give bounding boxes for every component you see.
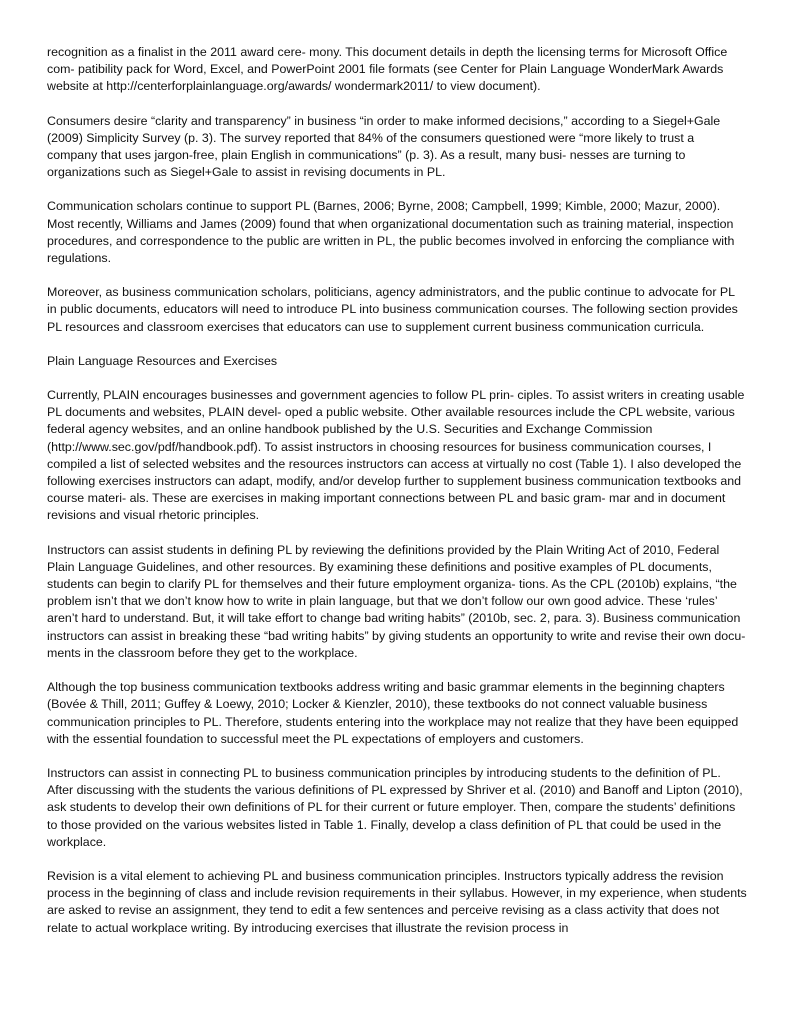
paragraph-revision: Revision is a vital element to achieving PL and business communication principles. Instructors typically address the revision process in the beginning of class and include revision requirements in their syllabus. However, in my experience, when students are asked to revise an assignment, they tend to edit a few sentences and perceive revising as a class activity that does not relate to actual workplace writing. By introducing exercises that illustrate the revision process in	[47, 868, 747, 935]
paragraph-textbooks: Although the top business communication textbooks address writing and basic grammar elements in the beginning chapters (Bovée & Thill, 2011; Guffey & Loewy, 2010; Locker & Kienzler, 2010), these textbooks do not connect valuable business communication principles to PL. Therefore, students entering into the workplace may not realize that they have been equipped with the essential foundation to successful meet the PL expectations of employers and customers.	[47, 680, 739, 746]
paragraph-connecting-pl: Instructors can assist in connecting PL to business communication principles by introducing students to the definition of PL. After discussing with the students the various definitions of PL expressed by Shriver et al. (2010) and Banoff and Lipton (2010), ask students to develop their own definitions of PL for their current or future employer. Then, compare the students’ definitions to those provided on the various websites listed in Table 1. Finally, develop a class definition of PL that could be used in the workplace.	[47, 765, 743, 849]
paragraph-moreover: Moreover, as business communication scholars, politicians, agency administrators, and the public continue to advocate for PL in public documents, educators will need to introduce PL into business communication courses. The following section provides PL resources and classroom exercises that educators can use to supplement current business communication curricula.	[47, 285, 738, 334]
paragraph-scholars: Communication scholars continue to support PL (Barnes, 2006; Byrne, 2008; Campbell, 1999; Kimble, 2000; Mazur, 2000). Most recently, Williams and James (2009) found that when organizational documentation such as training material, inspection procedures, and correspondence to the public are written in PL, the public becomes involved in enforcing the compliance with regulations.	[47, 199, 735, 266]
paragraph-consumers: Consumers desire “clarity and transparency” in business “in order to make informed decisions,” according to a Siegel+Gale (2009) Simplicity Survey (p. 3). The survey reported that 84% of the consumers questioned were “more likely to trust a company that uses jargon-free, plain English in communications” (p. 3). As a result, many busi- nesses are turning to organizations such as Siegel+Gale to assist in revising documents in PL.	[47, 113, 721, 180]
paragraph-wondermark: recognition as a finalist in the 2011 award cere- mony. This document details in depth the licensing terms for Microsoft Office com- patibility pack for Word, Excel, and PowerPoint 2001 file formats (see Center for Plain Language WonderMark Awards website at http://centerforplainlanguage.org/awards/ wondermark2011/ to view document).	[47, 45, 728, 94]
paragraph-currently: Currently, PLAIN encourages businesses and government agencies to follow PL prin- ciples. To assist writers in creating usable PL documents and websites, PLAIN devel- oped a public website. Other available resources include the CPL website, various federal agency websites, and an online handbook published by the U.S. Securities and Exchange Commission (http://www.sec.gov/pdf/handbook.pdf). To assist instructors in choosing resources for business communication courses, I compiled a list of selected websites and the resources instructors can access at virtually no cost (Table 1). I also developed the following exercises instructors can adapt, modify, and/or develop further to supplement business communication textbooks and course materi- als. These are exercises in making important connections between PL and basic gram- mar and in document revisions and visual rhetoric principles.	[47, 388, 745, 523]
document-page	[47, 44, 747, 954]
paragraph-defining-pl: Instructors can assist students in defining PL by reviewing the definitions provided by the Plain Writing Act of 2010, Federal Plain Language Guidelines, and other resources. By examining these definitions and positive examples of PL documents, students can begin to clarify PL for themselves and their future employment organiza- tions. As the CPL (2010b) explains, “the problem isn’t that we don’t know how to write in plain language, but that we don’t follow our own good advice. These ‘rules’ aren’t hard to understand. But, it will take effort to change bad writing habits” (2010b, sec. 2, para. 3). Business communication instructors can assist in breaking these “bad writing habits” by giving students an opportunity to write and revise their own docu- ments in the classroom before they get to the workplace.	[47, 542, 746, 660]
section-heading: Plain Language Resources and Exercises	[47, 353, 278, 368]
